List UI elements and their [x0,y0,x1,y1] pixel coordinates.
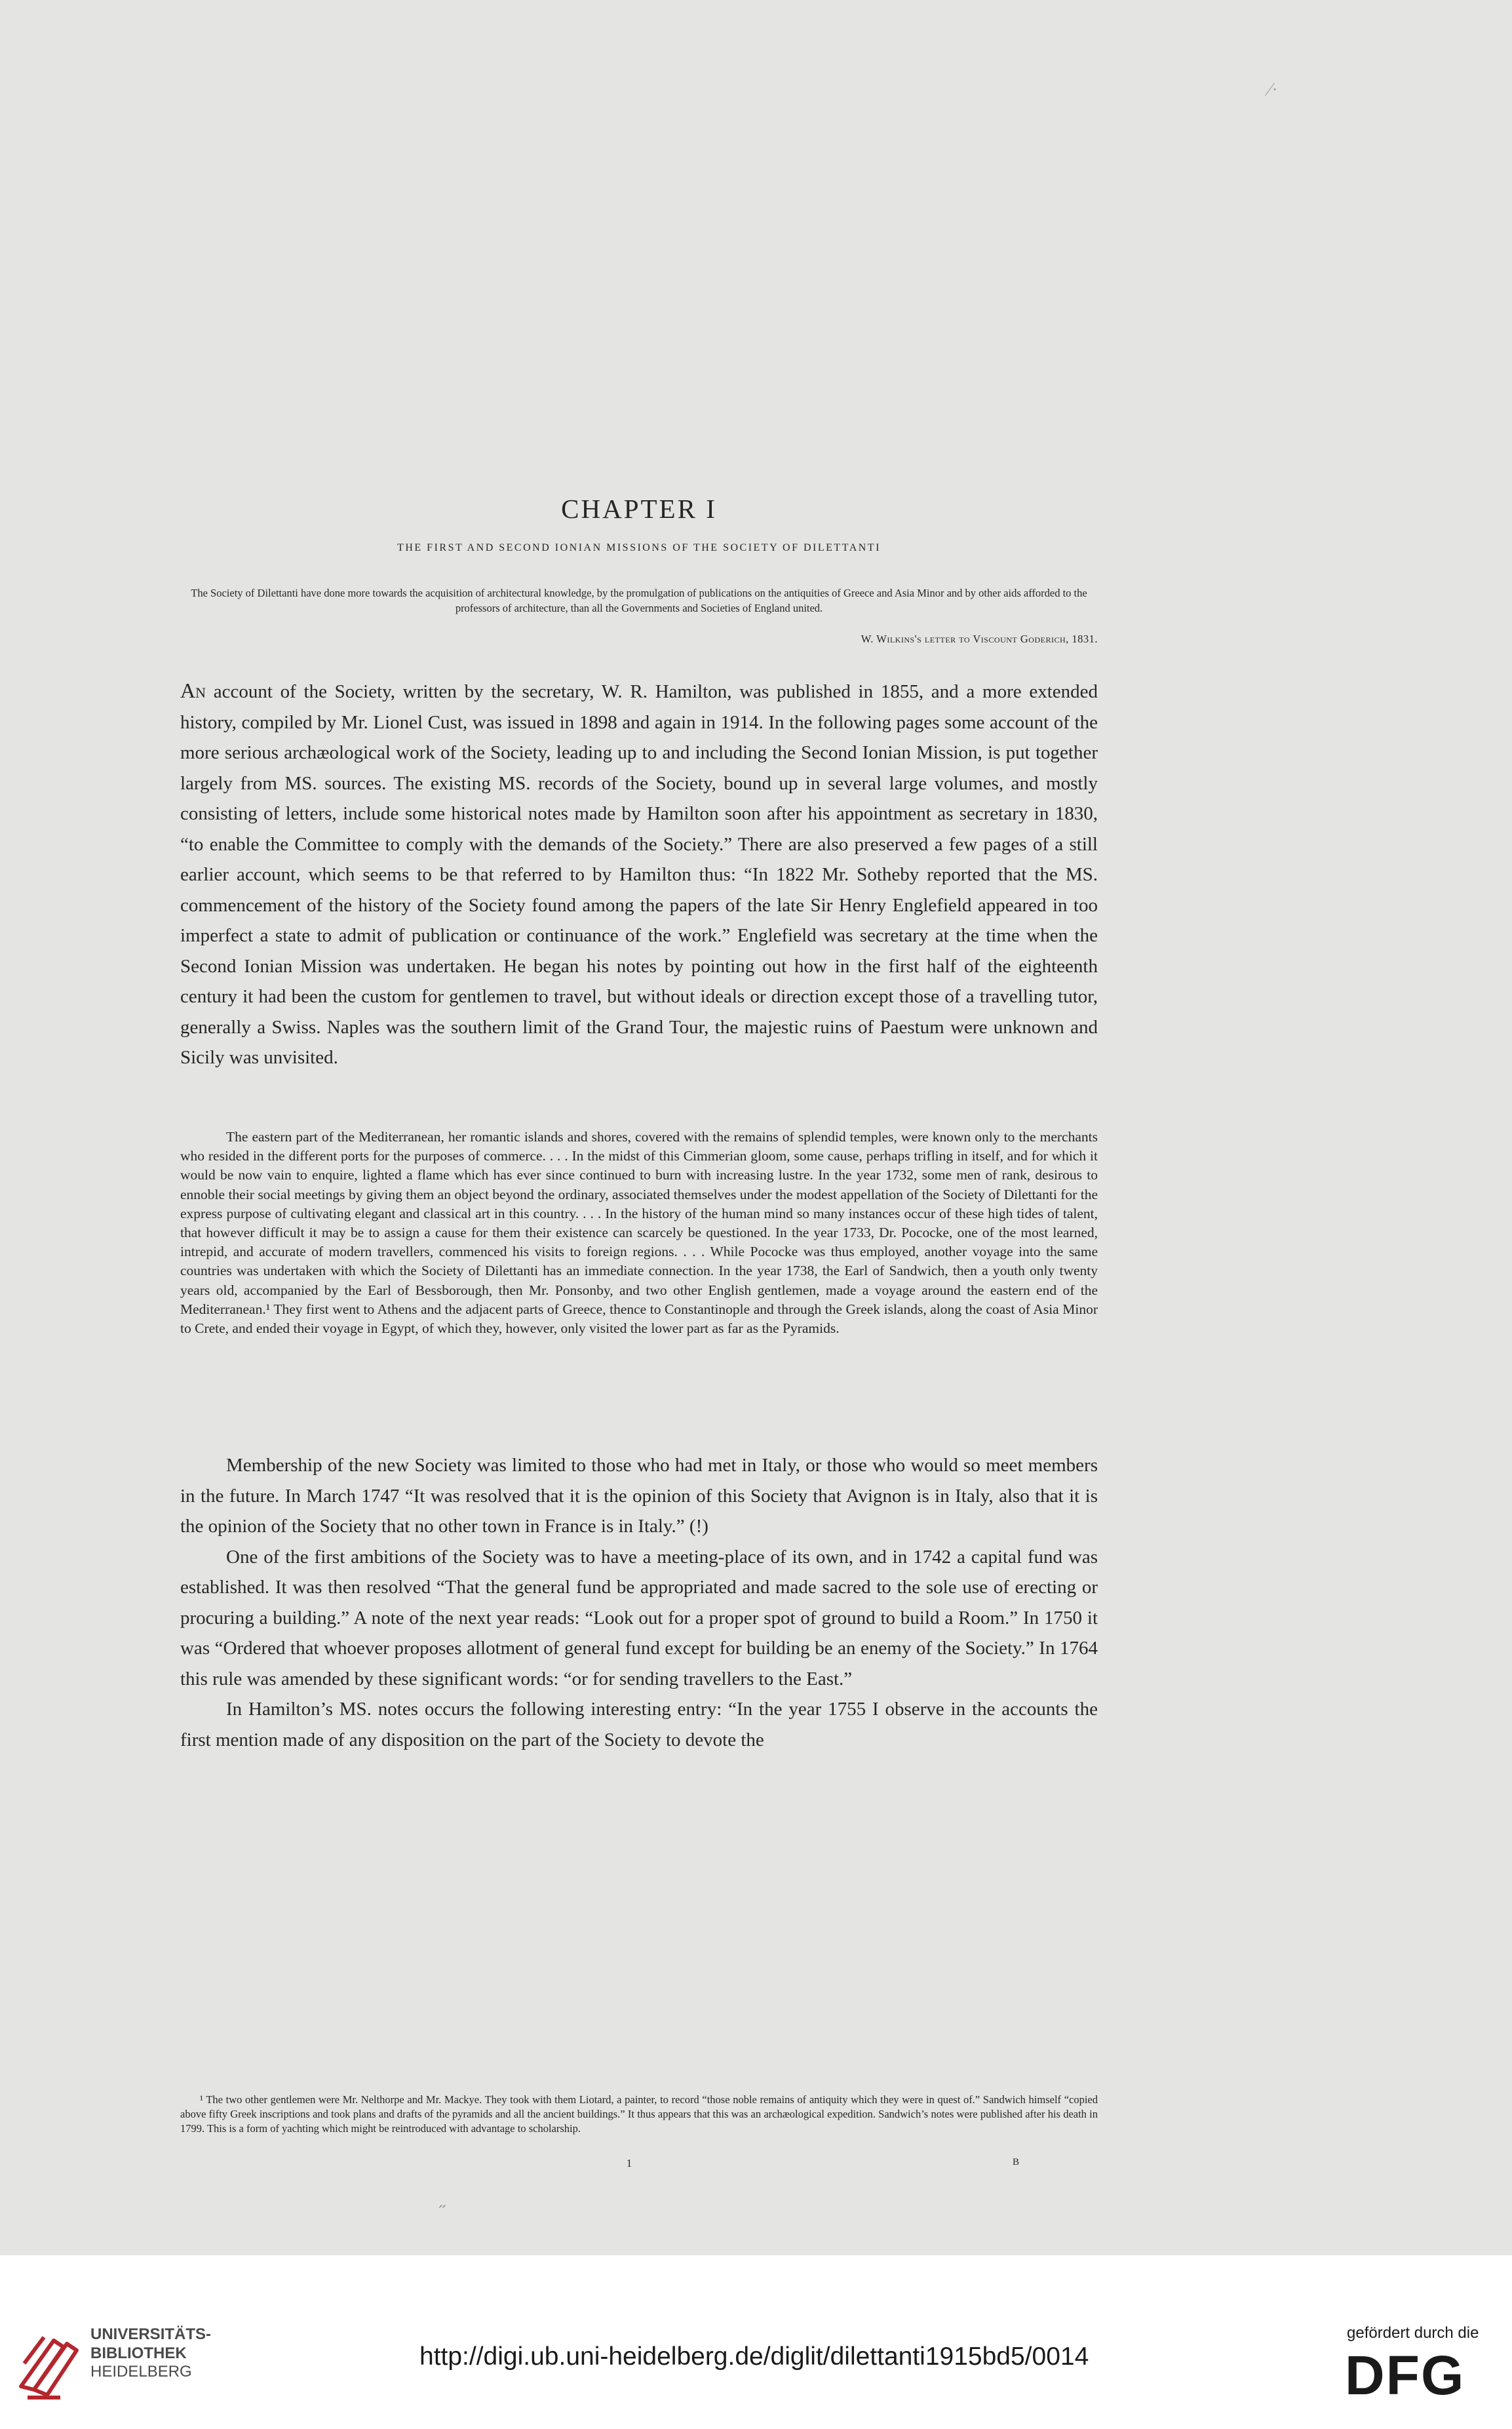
digitization-footer [0,2255,1512,2429]
epigraph: The Society of Dilettanti have done more towards the acquisition of architectural knowledge, by the promulgation of publications on the antiquities of Greece and Asia Minor and by other aids afforded to the professors of architecture, than all the Governments and Societies of England united. [191,587,1087,614]
stray-mark-bottom: ˶ [439,2193,446,2215]
paragraph-hamilton-notes: In Hamilton’s MS. notes occurs the following interesting entry: “In the year 1755 I observe in the accounts the first mention made of any disposition on the part of the Society to devote the [180,1699,1098,1750]
block-quote-text: The eastern part of the Mediterranean, her romantic islands and shores, covered with the remains of splendid temples, were known only to the merchants who resided in the different ports for the purposes of commerce. . . . In the midst of this Cimmerian gloom, some cause, perhaps trifling in itself, and for which it would be now vain to enquire, lighted a flame which has ever since continued to burn with increasing lustre. In the year 1732, some men of rank, desirous to ennoble their social meetings by giving them an object beyond the ordinary, associated themselves under the modest appellation of the Society of Dilettanti for the express purpose of cultivating elegant and classical art in this country. . . . In the history of the human mind so many instances occur of these high tides of talent, that however difficult it may be to assign a cause for them their existence can scarcely be questioned. In the year 1733, Dr. Pococke, one of the most learned, intrepid, and accurate of modern travellers, commenced his visits to foreign regions. . . . While Pococke was thus employed, another voyage into the same countries was undertaken with which the Society of Dilettanti has an immediate connection. In the year 1738, the Earl of Sandwich, then a youth only twenty years old, accompanied by the Earl of Bessborough, then Mr. Ponsonby, and two other English gentlemen, made a voyage around the eastern end of the Mediterranean.¹ They first went to Athens and the adjacent parts of Greece, thence to Constantinople and through the Greek islands, along the coast of Asia Minor to Crete, and ended their voyage in Egypt, of which they, however, only visited the lower part as far as the Pyramids. [180,1129,1098,1337]
library-name-line1: UNIVERSITÄTS- [90,2325,212,2343]
page-number: 1 [626,2157,632,2169]
footnote [180,2093,1098,2136]
paragraph-lead-word: An [180,679,206,702]
dfg-logo[interactable]: DFG [1345,2344,1465,2406]
paragraph-membership: Membership of the new Society was limited to those who had met in Italy, or those who would so meet members in the future. In March 1747 “It was resolved that it is the opinion of this Society that Avignon is in Italy, also that it is the opinion of the Society that no other town in France is in Italy.” (!) [180,1455,1098,1537]
permalink-url[interactable]: http://digi.ub.uni-heidelberg.de/diglit/dilettanti1915bd5/0014 [419,2342,1089,2371]
library-name[interactable] [90,2325,211,2382]
library-name-line2: BIBLIOTHEK [90,2344,187,2362]
first-paragraph-block [180,675,1098,1073]
signature-mark: B [1012,2157,1019,2167]
library-name-line3: HEIDELBERG [90,2363,192,2380]
block-quote [180,1128,1098,1338]
first-paragraph [180,675,1098,1073]
footnote-text: ¹ The two other gentlemen were Mr. Nelthorpe and Mr. Mackye. They took with them Liotard, a painter, to record “those noble remains of antiquity which they were in quest of.” Sandwich himself “copied above fifty Greek inscriptions and took plans and drafts of the pyramids and all the ancient buildings.” It thus appears that this was an archæological expedition. Sandwich’s notes were published after his death in 1799. This is a form of yachting which might be reintroduced with advantage to scholarship. [180,2093,1098,2135]
stray-mark-top: ⁄· [1268,79,1278,100]
library-logo-icon[interactable] [14,2324,83,2403]
funded-by-label: gefördert durch die [1347,2324,1479,2342]
chapter-title: CHAPTER I [561,494,717,524]
chapter-subtitle: THE FIRST AND SECOND IONIAN MISSIONS OF THE SOCIETY OF DILETTANTI [397,542,881,553]
paragraph-meeting-place: One of the first ambitions of the Society was to have a meeting-place of its own, and in 1742 a capital fund was established. It was then resolved “That the general fund be appropriated and made sacred to the sole use of erecting or procuring a building.” A note of the next year reads: “Look out for a proper spot of ground to build a Room.” In 1750 it was “Ordered that whoever proposes allotment of general fund except for building be an enemy of the Society.” In 1764 this rule was amended by these significant words: “or for sending travellers to the East.” [180,1546,1098,1689]
epigraph-attribution: W. Wilkins's letter to Viscount Goderich, 1831. [861,633,1098,645]
first-paragraph-text: account of the Society, written by the secretary, W. R. Hamilton, was published in 1855, and a more extended history, compiled by Mr. Lionel Cust, was issued in 1898 and again in 1914. In the following pages some account of the more serious archæological work of the Society, leading up to and including the Second Ionian Mission, is put together largely from MS. sources. The existing MS. records of the Society, bound up in several large volumes, and mostly consisting of letters, include some historical notes made by Hamilton soon after his appointment as secretary in 1830, “to enable the Committee to comply with the demands of the Society.” There are also preserved a few pages of a still earlier account, which seems to be that referred to by Hamilton thus: “In 1822 Mr. Sotheby reported that the MS. commencement of the history of the Society found among the papers of the late Sir Henry Englefield appeared in too imperfect a state to admit of publication or continuance of the work.” Englefield was secretary at the time when the Second Ionian Mission was undertaken. He began his notes by pointing out how in the first half of the eighteenth century it had been the custom for gentlemen to travel, but without ideals or direction except those of a travelling tutor, generally a Swiss. Naples was the southern limit of the Grand Tour, the majestic ruins of Paestum were unknown and Sicily was unvisited. [180,681,1098,1068]
body-paragraphs [180,1450,1098,1755]
